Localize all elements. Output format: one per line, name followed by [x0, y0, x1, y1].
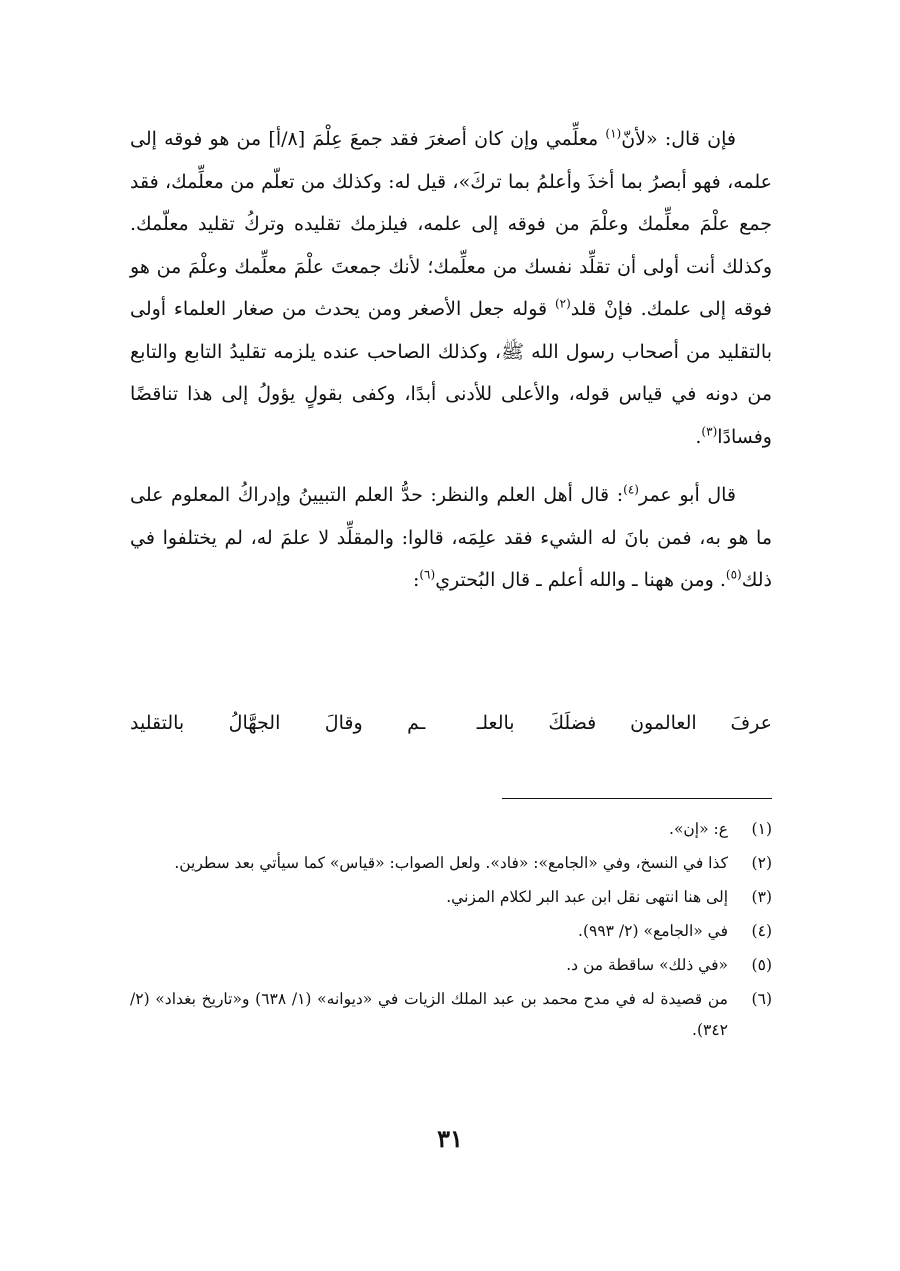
footnote-text: ع: «إن».: [669, 820, 728, 838]
paragraph-1-part-3: قوله جعل الأصغر ومن يحدث من صغار العلماء أولى بالتقليد من أصحاب رسول الله ﷺ، وكذلك الصاحب عنده يلزمه تقليدُ التابع والتابع من دونه في قياس قوله، والأعلى للأدنى أبدًا، وكفى بقولٍ يؤولُ إلى هذا تناقضًا وفسادًا: [130, 298, 772, 448]
footnote-ref-6[interactable]: (٦): [419, 567, 436, 582]
paragraph-2-part-3: . ومن ههنا ـ والله أعلم ـ قال البُحتري: [435, 569, 726, 591]
footnote-number: (١): [751, 820, 772, 838]
page-number: ٣١: [437, 1124, 463, 1153]
paragraph-2: [130, 474, 772, 602]
paragraph-1-part-2: معلِّمي وإن كان أصغرَ فقد جمعَ عِلْمَ [٨/أ] من هو فوقه إلى علمه، فهو أبصرُ بما أخذَ وأعلمُ بما تركَ»، قيل له: وكذلك من تعلّم من معلِّمك، فقد جمع علْمَ معلِّمك وعلْمَ من فوقه إلى علمه، فيلزمك تقليده وتركُ تقليد معلّمك. وكذلك أنت أولى أن تقلِّد نفسك من معلِّمك؛ لأنك جمعتَ علْمَ معلِّمك وعلْمَ من هو فوقه إلى علمك. فإنْ قلد: [130, 128, 772, 320]
paragraph-1-part-1: فإن قال: «لأنّ: [621, 128, 736, 150]
footnote-1: [130, 814, 772, 845]
footnote-text: كذا في النسخ، وفي «الجامع»: «فاد». ولعل الصواب: «قياس» كما سيأتي بعد سطرين.: [174, 854, 728, 872]
paragraph-2-part-4: :: [412, 569, 420, 591]
paragraph-2-part-1: قال أبو عمر: [638, 484, 736, 506]
footnote-number: (٤): [751, 922, 772, 940]
footnote-text: في «الجامع» (٢/ ٩٩٣).: [578, 922, 728, 940]
footnote-separator: [502, 798, 772, 799]
footnote-3: [130, 882, 772, 913]
poetry-verse: [130, 702, 772, 744]
footnote-ref-4[interactable]: (٤): [623, 482, 639, 497]
footnote-5: [130, 950, 772, 981]
footnote-2: [130, 848, 772, 879]
footnote-ref-5[interactable]: (٥): [725, 567, 742, 582]
verse-first-hemistich: عرفَ العالمون فضلَكَ بالعلـ: [476, 712, 772, 734]
footnote-number: (٣): [751, 888, 772, 906]
footnote-number: (٦): [751, 990, 772, 1008]
footnote-ref-2[interactable]: (٢): [554, 296, 571, 311]
verse-second-hemistich: ـم وقالَ الجهَّالُ بالتقليد: [130, 712, 426, 734]
footnote-6: [130, 984, 772, 1046]
footnote-4: [130, 916, 772, 947]
paragraph-2-part-2: : قال أهل العلم والنظر: حدُّ العلم التبيينُ وإدراكُ المعلوم على ما هو به، فمن بانَ له الشيء فقد علِمَه، قالوا: والمقلِّد لا علمَ له، لم يختلفوا في ذلك: [130, 484, 772, 591]
footnote-text: «في ذلك» ساقطة من د.: [566, 956, 728, 974]
footnote-number: (٥): [751, 956, 772, 974]
footnote-text: إلى هنا انتهى نقل ابن عبد البر لكلام المزني.: [446, 888, 728, 906]
footnote-text: من قصيدة له في مدح محمد بن عبد الملك الزيات في «ديوانه» (١/ ٦٣٨) و«تاريخ بغداد» (٢/ ٣٤٢).: [130, 990, 728, 1039]
footnotes-section: [130, 814, 772, 1049]
footnote-number: (٢): [751, 854, 772, 872]
paragraph-1-part-4: .: [695, 425, 702, 448]
main-text: [130, 118, 772, 602]
footnote-ref-3[interactable]: (٣): [701, 424, 718, 439]
paragraph-1: [130, 118, 772, 458]
footnote-ref-1[interactable]: (١): [605, 126, 622, 141]
